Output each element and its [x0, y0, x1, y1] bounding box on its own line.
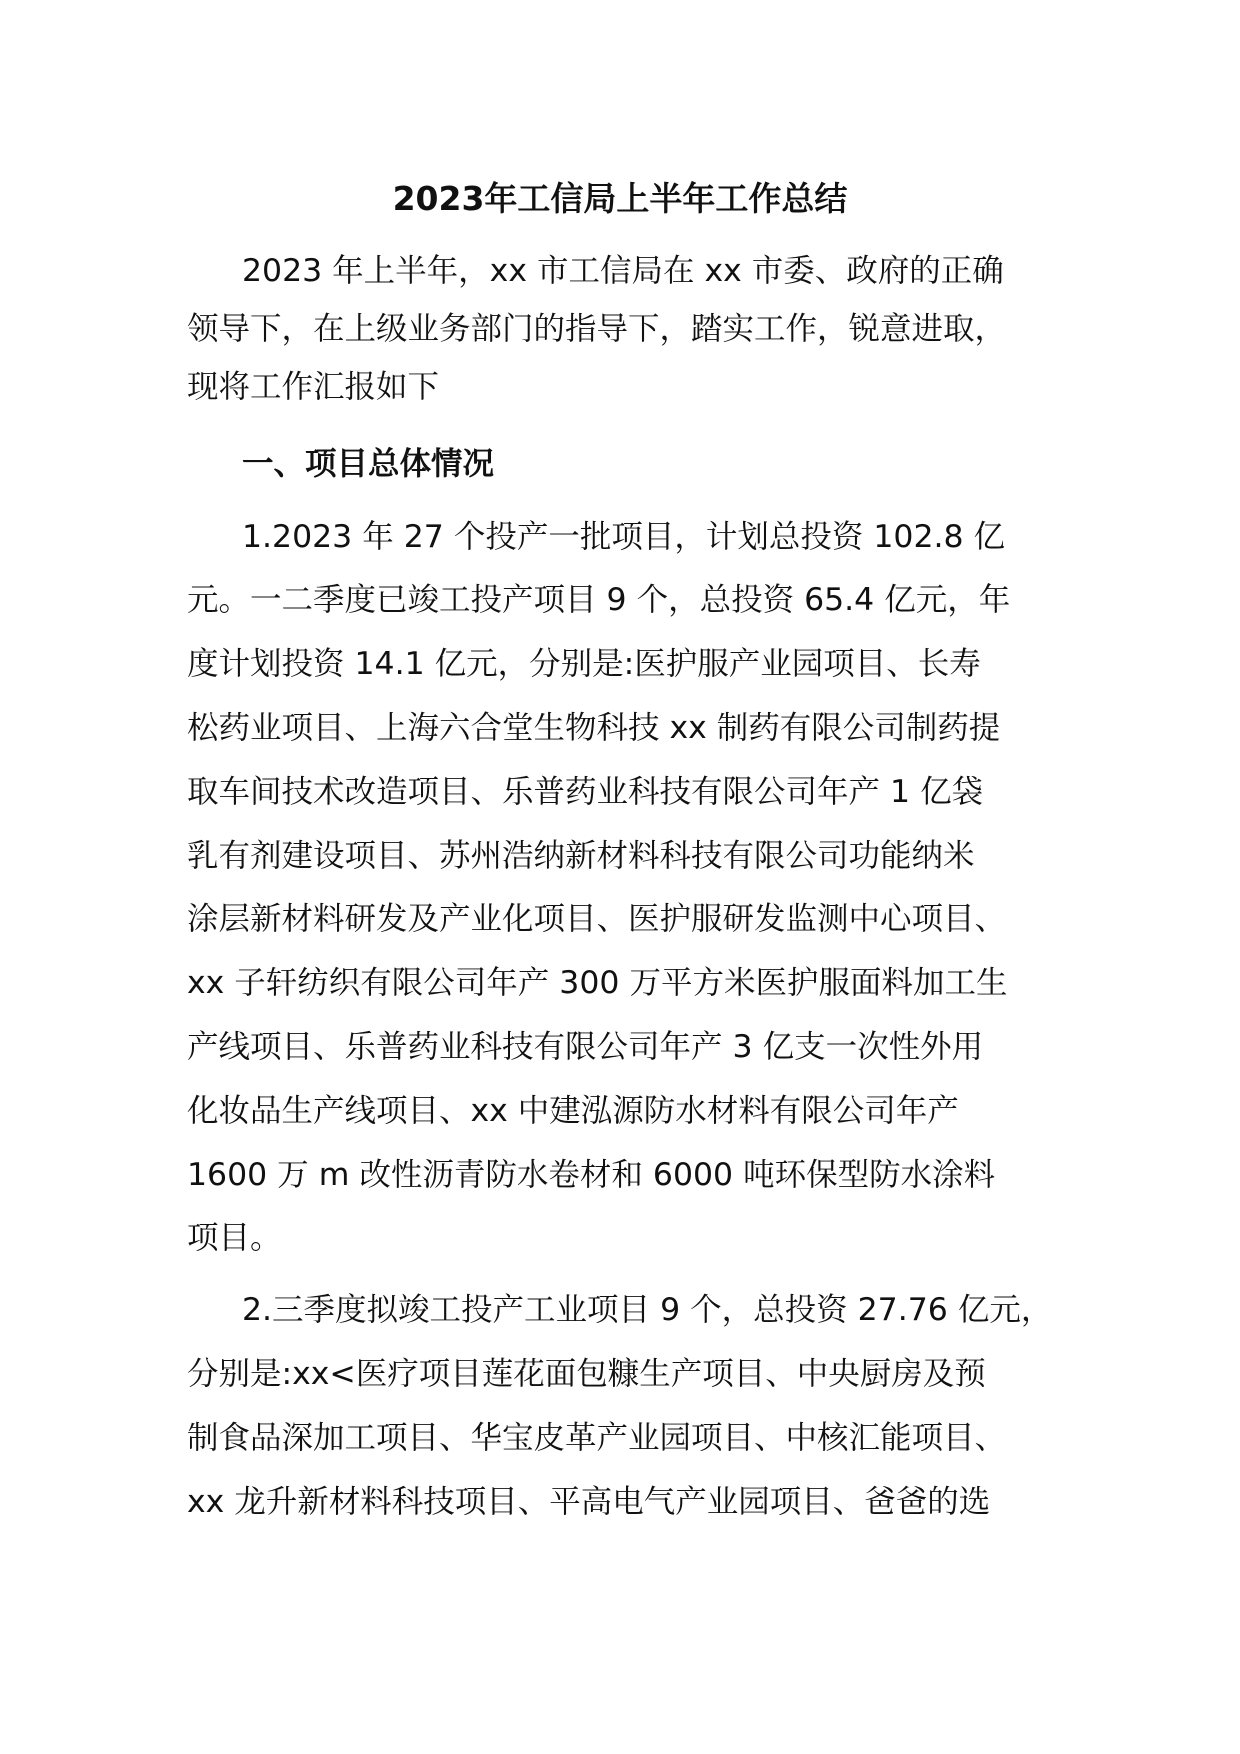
- paragraph-line: 化妆品生产线项目、xx 中建泓源防水材料有限公司年产: [187, 1093, 959, 1129]
- paragraph-line: 现将工作汇报如下: [187, 369, 440, 405]
- paragraph-line: 取车间技术改造项目、乐普药业科技有限公司年产 1 亿袋: [187, 774, 984, 810]
- document-title: 2023年工信局上半年工作总结: [392, 179, 848, 218]
- paragraph-line: 领导下，在上级业务部门的指导下，踏实工作，锐意进取，: [187, 311, 1007, 347]
- paragraph-line: 度计划投资 14.1 亿元，分别是:医护服产业园项目、长寿: [187, 646, 981, 682]
- paragraph-line: 乳有剂建设项目、苏州浩纳新材料科技有限公司功能纳米: [187, 838, 975, 874]
- paragraph-line: xx 子轩纺织有限公司年产 300 万平方米医护服面料加工生: [187, 965, 1008, 1001]
- paragraph-line: 2023 年上半年，xx 市工信局在 xx 市委、政府的正确: [242, 253, 1004, 289]
- paragraph-line: 分别是:xx<医疗项目莲花面包糠生产项目、中央厨房及预: [187, 1356, 986, 1392]
- section-heading: 一、项目总体情况: [242, 446, 495, 482]
- paragraph-line: 1.2023 年 27 个投产一批项目，计划总投资 102.8 亿: [242, 519, 1006, 555]
- paragraph-line: 项目。: [187, 1220, 282, 1256]
- paragraph-line: 产线项目、乐普药业科技有限公司年产 3 亿支一次性外用: [187, 1029, 984, 1065]
- paragraph-line: 2.三季度拟竣工投产工业项目 9 个，总投资 27.76 亿元，: [242, 1292, 1053, 1328]
- paragraph-line: xx 龙升新材料科技项目、平高电气产业园项目、爸爸的选: [187, 1484, 991, 1520]
- paragraph-line: 松药业项目、上海六合堂生物科技 xx 制药有限公司制药提: [187, 710, 1001, 746]
- paragraph-line: 制食品深加工项目、华宝皮革产业园项目、中核汇能项目、: [187, 1420, 1007, 1456]
- paragraph-line: 涂层新材料研发及产业化项目、医护服研发监测中心项目、: [187, 901, 1007, 937]
- paragraph-line: 1600 万 m 改性沥青防水卷材和 6000 吨环保型防水涂料: [187, 1157, 996, 1193]
- paragraph-line: 元。一二季度已竣工投产项目 9 个，总投资 65.4 亿元，年: [187, 582, 1011, 618]
